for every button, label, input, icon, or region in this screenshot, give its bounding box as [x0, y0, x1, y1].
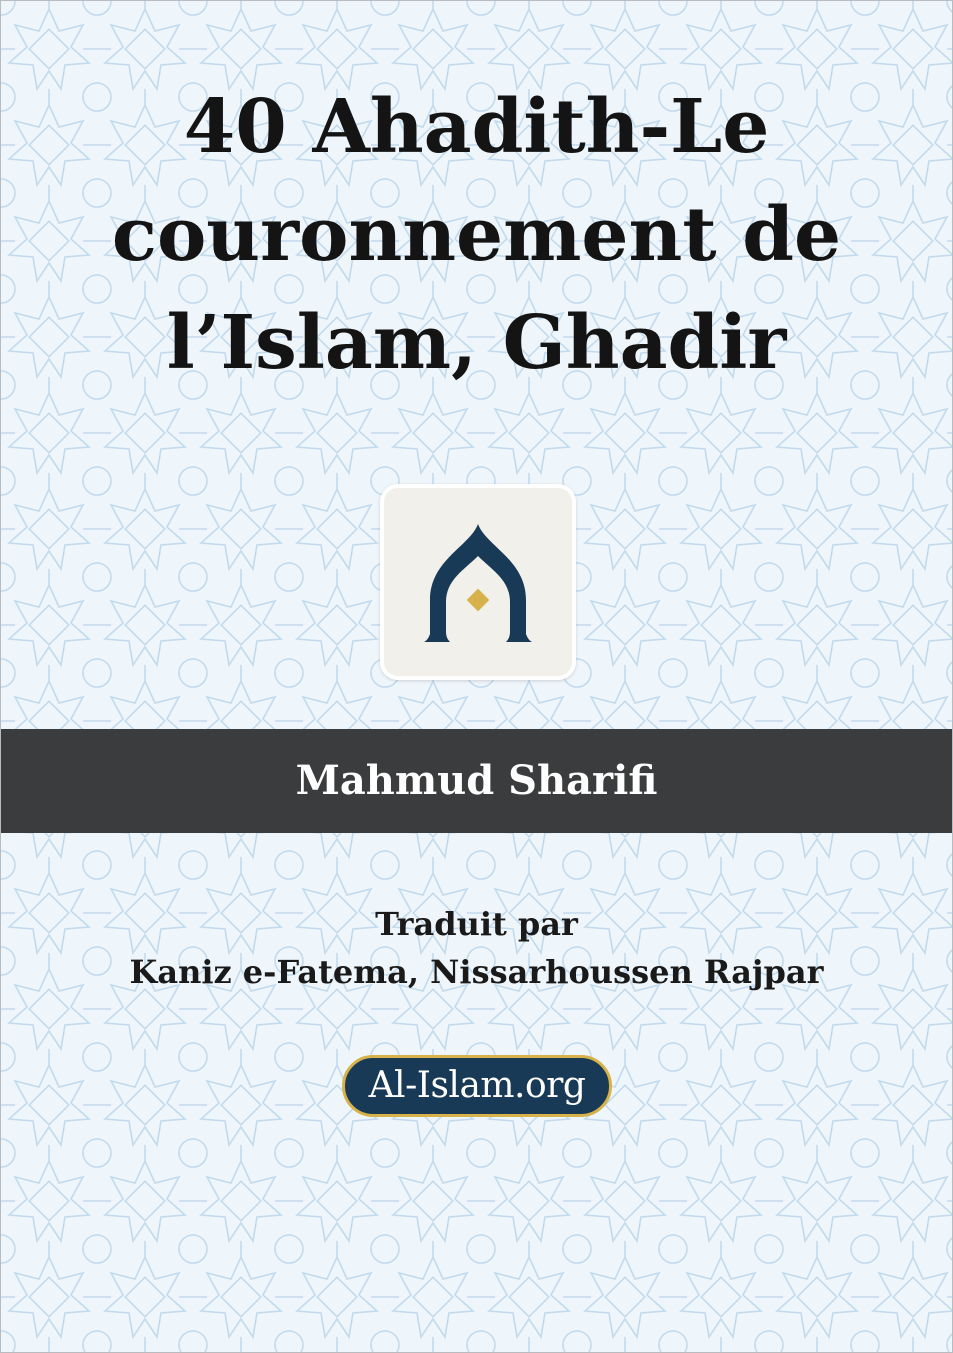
title-line-1: 40 Ahadith-Le — [183, 84, 770, 170]
center-logo-tile — [380, 484, 576, 680]
book-title — [41, 73, 912, 397]
arch-with-diamond-icon — [384, 488, 572, 676]
title-line-3: l’Islam, Ghadir — [166, 300, 787, 386]
publisher-logo — [342, 1055, 612, 1117]
translators-names: Kaniz e-Fatema, Nissarhoussen Rajpar — [129, 953, 824, 991]
publisher-logo-text: Al-Islam.org — [368, 1065, 586, 1106]
author-name: Mahmud Sharifi — [295, 757, 658, 804]
author-band — [1, 729, 952, 833]
title-line-2: couronnement de — [111, 192, 842, 278]
translated-by-label: Traduit par — [375, 905, 578, 943]
